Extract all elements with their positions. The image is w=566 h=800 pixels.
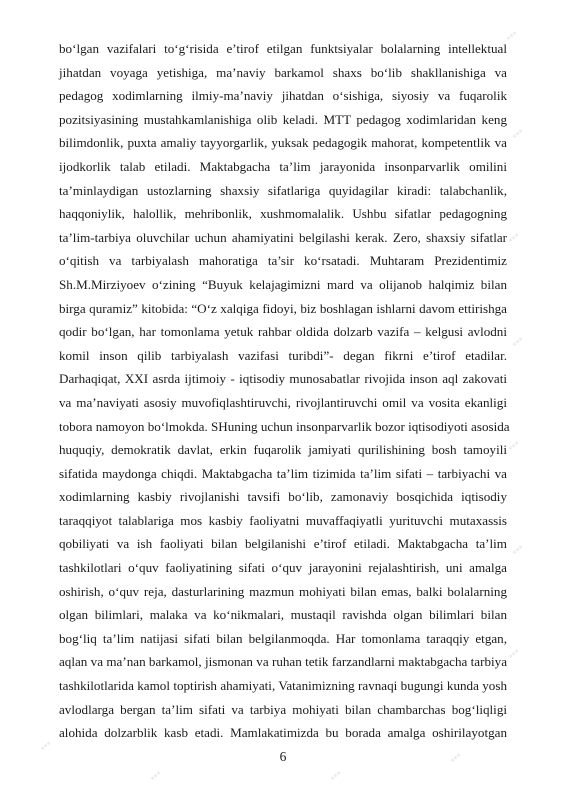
text-line: komil inson qilib tarbiyalash vazifasi turibdi”- degan fikrni e’tirof etadilar. xyxy=(59,347,507,363)
watermark-mark: ▪▪▪ xyxy=(147,767,165,785)
text-line: qobiliyati va ish faoliyati bilan belgilanishi e’tirof etiladi. Maktabgacha ta’lim xyxy=(59,536,507,552)
text-line: bo‘lgan vazifalari to‘g‘risida e’tirof etilgan funktsiyalar bolalarning intellektual xyxy=(59,41,507,56)
text-line: o‘qitish va tarbiyalash mahoratiga ta’sir ko‘rsatadi. Muhtaram Prezidentimiz xyxy=(59,253,507,269)
text-line: oshirish, o‘quv reja, dasturlarining mazmun mohiyati bilan emas, balki bolalarning xyxy=(59,583,507,599)
watermark-mark: ▪▪▪ xyxy=(505,229,523,247)
text-line: avlodlarga bergan ta’lim sifati va tarbiya mohiyati bilan chambarchas bog‘liqligi xyxy=(59,701,507,717)
text-line: bilimdonlik, puxta amaliy tayyorgarlik, yuksak pedagogik mahorat, kompetentlik va xyxy=(59,135,507,151)
text-line: bog‘liq ta’lim natijasi sifati bilan belgilanmoqda. Har tomonlama taraqqiy etgan, xyxy=(59,630,507,646)
text-line: alohida dolzarblik kasb etadi. Mamlakatimizda bu borada amalga oshirilayotgan xyxy=(59,725,507,741)
text-line: haqqoniylik, halollik, mehribonlik, xushmomalalik. Ushbu sifatlar pedagogning xyxy=(59,206,507,222)
watermark-mark: ▪▪▪ xyxy=(447,749,465,767)
text-line: sifatida maydonga chiqdi. Maktabgacha ta’lim tizimida ta’lim sifati – tarbiyachi va xyxy=(59,465,507,481)
body-paragraph xyxy=(59,37,510,745)
watermark-mark: ▪▪▪ xyxy=(509,333,527,351)
text-line: tashkilotlarida kamol toptirish ahamiyati, Vatanimizning ravnaqi bugungi kunda yosh xyxy=(59,678,507,694)
text-line: aqlan va ma’nan barkamol, jismonan va ruhan tetik farzandlarni maktabgacha tarbiya xyxy=(59,654,507,670)
text-line: huquqiy, demokratik davlat, erkin fuqarolik jamiyati qurilishining bosh tamoyili xyxy=(59,442,507,458)
text-line: qodir bo‘lgan, har tomonlama yetuk rahbar oldida dolzarb vazifa – kelgusi avlodni xyxy=(59,324,507,340)
text-line: pedagog xodimlarning ilmiy-ma’naviy jihatdan o‘sishiga, siyosiy va fuqarolik xyxy=(59,88,507,104)
watermark-mark: ▪▪▪ xyxy=(505,645,523,663)
watermark-mark: ▪▪▪ xyxy=(509,125,527,143)
text-line: Darhaqiqat, XXI asrda ijtimoiy - iqtisodiy munosabatlar rivojida inson aql zakovati xyxy=(59,371,507,387)
text-line: olgan bilimlari, malaka va ko‘nikmalari, mustaqil ravishda olgan bilimlari bilan xyxy=(59,607,507,623)
text-line: va ma’naviyati asosiy muvofiqlashtiruvchi, rivojlantiruvchi omil va vosita ekanligi xyxy=(59,394,507,410)
text-line: ta’lim-tarbiya oluvchilar uchun ahamiyatini belgilashi kerak. Zero, shaxsiy sifatlar xyxy=(59,229,507,245)
text-line: ijodkorlik talab etiladi. Maktabgacha ta’lim jarayonida insonparvarlik omilini xyxy=(59,158,507,174)
text-line: birga quramiz” kitobida: “O‘z xalqiga fidoyi, biz boshlagan ishlarni davom ettirishga xyxy=(59,300,507,316)
text-line: taraqqiyot talablariga mos kasbiy faoliyatni muvaffaqiyatli yurituvchi mutaxassis xyxy=(59,512,507,528)
watermark-mark: ▪▪▪ xyxy=(37,737,55,755)
text-line: Sh.M.Mirziyoev o‘zining “Buyuk kelajagimizni mard va olijanob halqimiz bilan xyxy=(59,276,507,292)
text-line: ta’minlaydigan ustozlarning shaxsiy sifatlariga quyidagilar kiradi: talabchanlik, xyxy=(59,182,507,198)
text-line: tobora namoyon bo‘lmokda. SHuning uchun insonparvarlik bozor iqtisodiyoti asosida xyxy=(59,418,510,434)
text-line: jihatdan voyaga yetishiga, ma’naviy barkamol shaxs bo‘lib shakllanishiga va xyxy=(59,64,507,80)
watermark-mark: ▪▪▪ xyxy=(509,541,527,559)
text-line: tashkilotlari o‘quv faoliyatining sifati o‘quv jarayonini rejalashtirish, uni amalga xyxy=(59,560,507,576)
watermark-mark: ▪▪▪ xyxy=(505,437,523,455)
text-line: pozitsiyasining mustahkamlanishiga olib keladi. MTT pedagog xodimlaridan keng xyxy=(59,111,507,127)
page-number: 6 xyxy=(279,749,287,764)
text-line: xodimlarning kasbiy rivojlanishi tavsifi bo‘lib, zamonaviy bosqichida iqtisodiy xyxy=(59,489,507,505)
watermark-mark: ▪▪▪ xyxy=(503,27,521,45)
watermark-mark: ▪▪▪ xyxy=(327,767,345,785)
